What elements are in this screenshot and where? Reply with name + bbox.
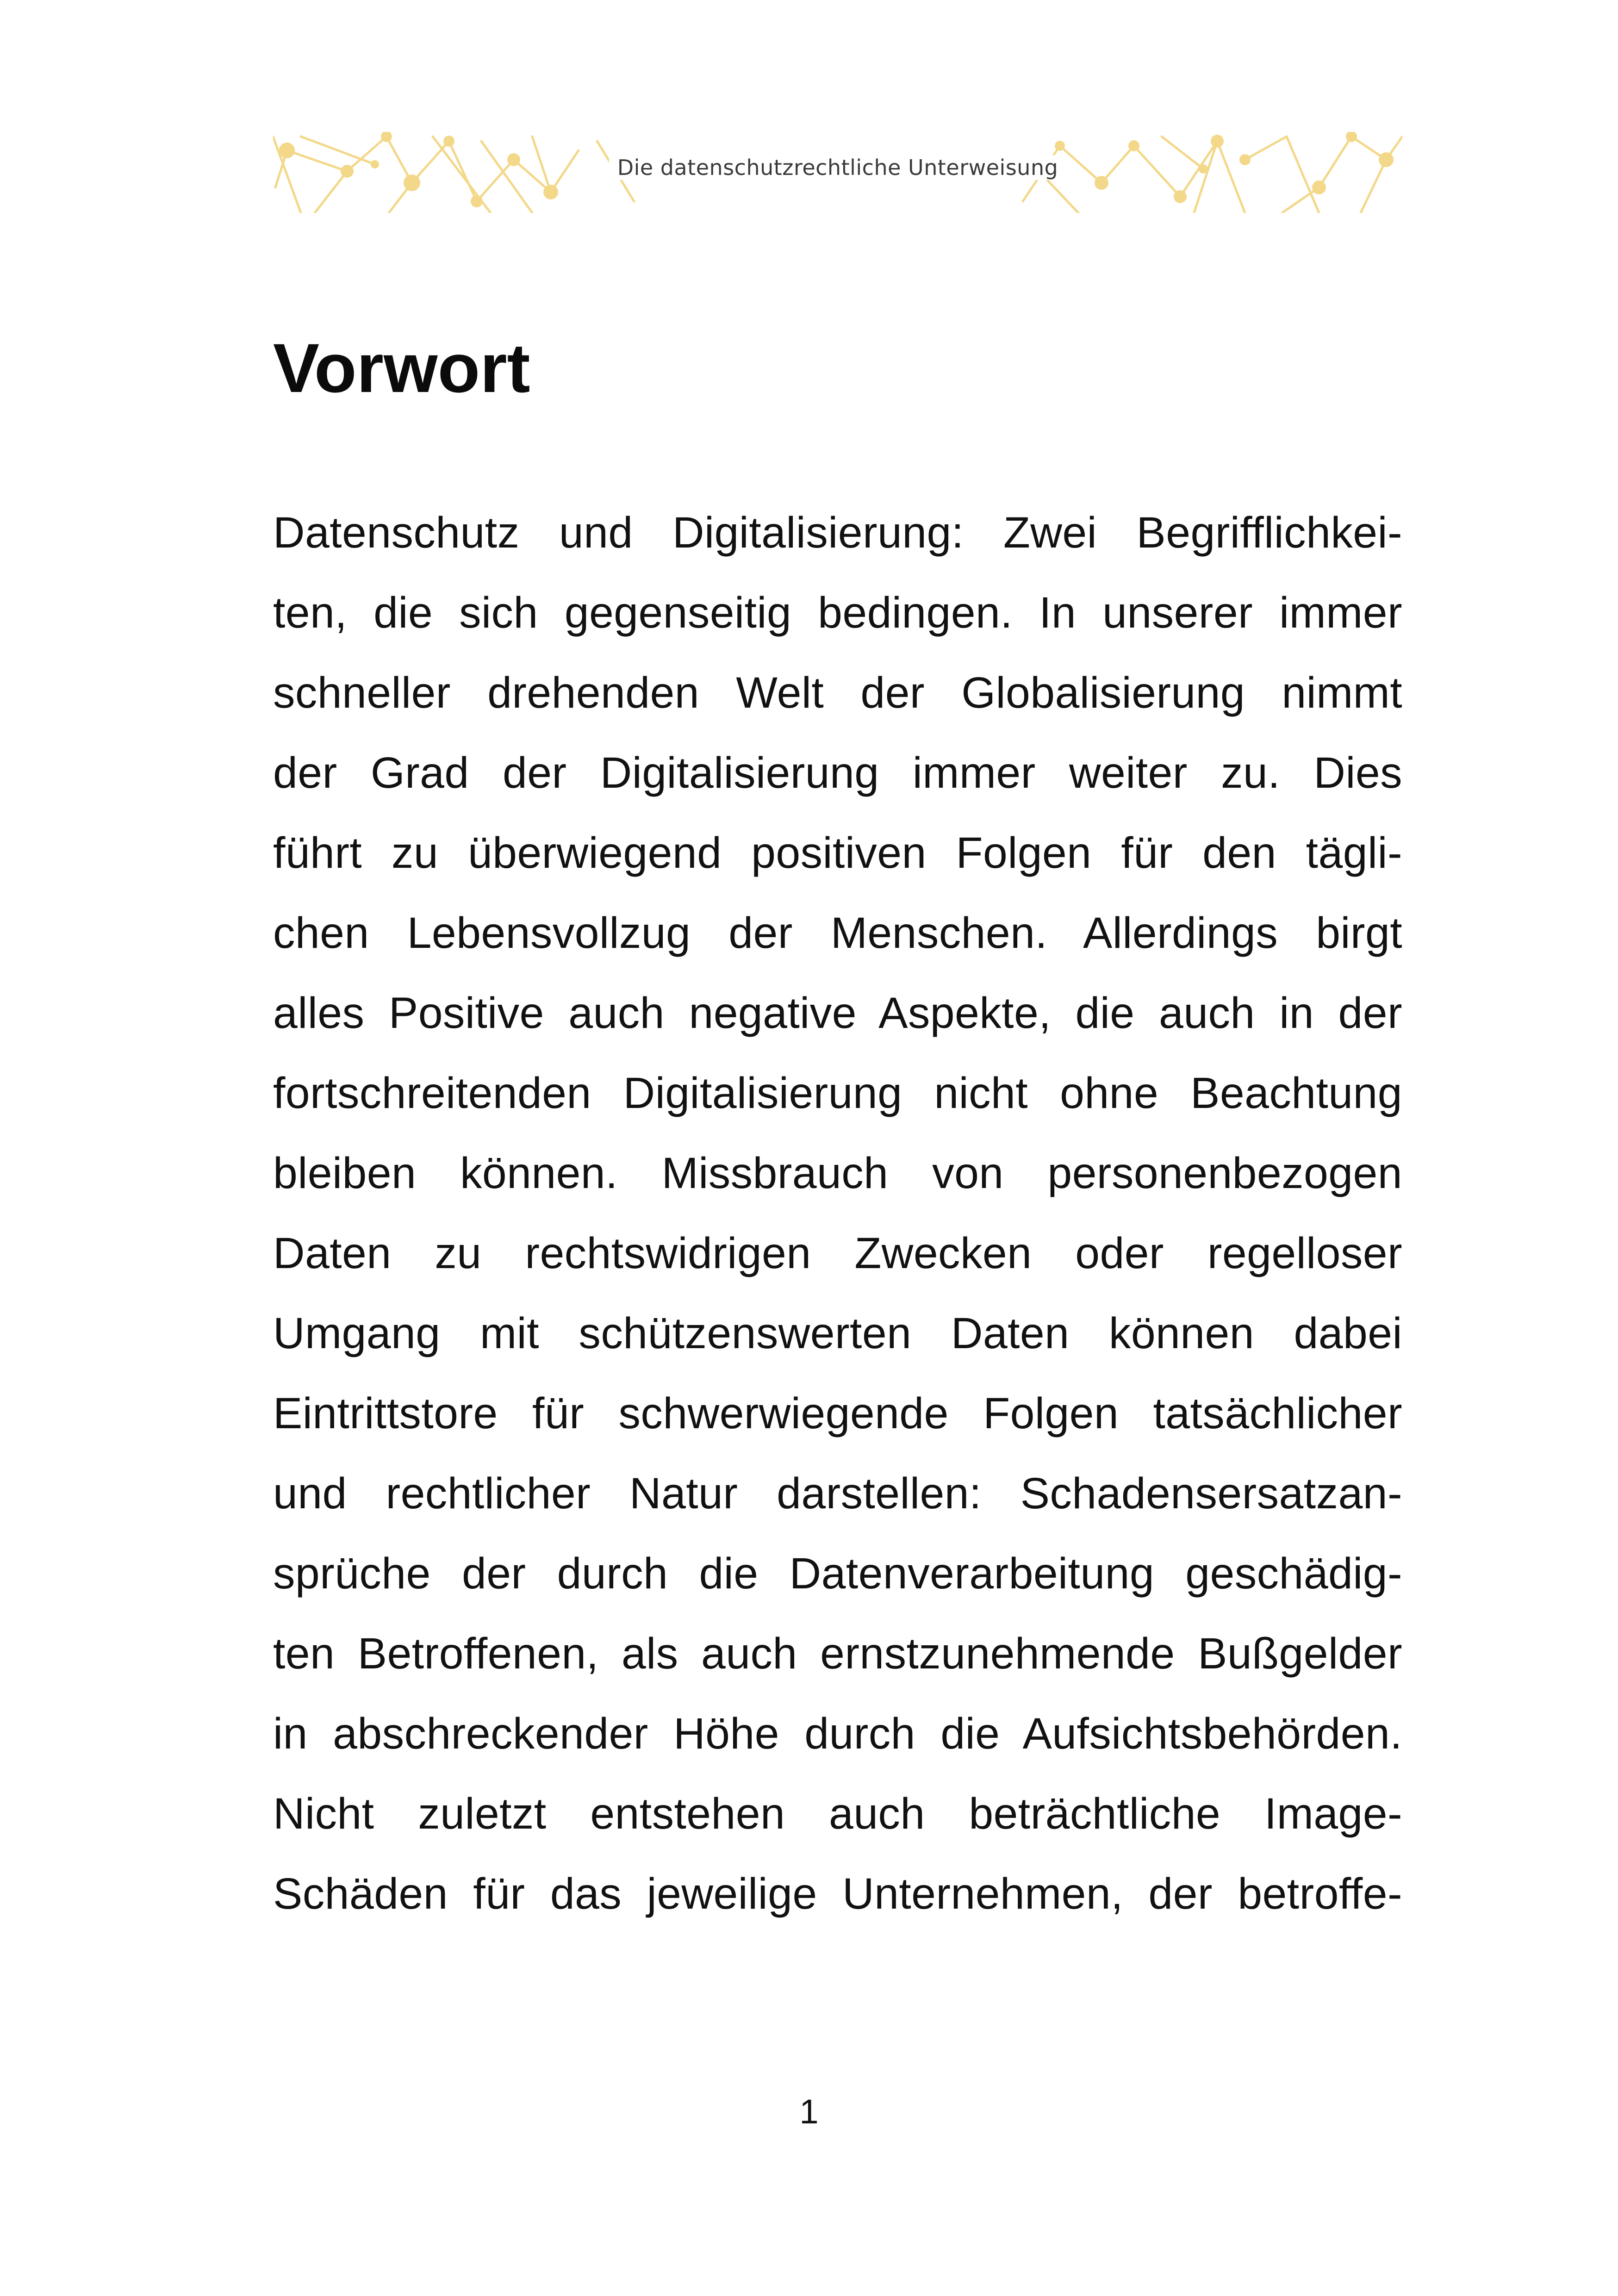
body-paragraph (273, 493, 1402, 1934)
running-title-text: Die datenschutzrechtliche Unterweisung (609, 155, 1067, 180)
text-line: führt zu überwiegend positiven Folgen für den tägli- (273, 828, 1402, 877)
text-line: Schäden für das jeweilige Unternehmen, der betroffe- (273, 1869, 1402, 1918)
text-line: Umgang mit schützenswerten Daten können dabei (273, 1309, 1402, 1358)
text-line: schneller drehenden Welt der Globalisierung nimmt (273, 668, 1402, 717)
text-line: Nicht zuletzt entstehen auch beträchtliche Image- (273, 1789, 1402, 1838)
text-line: und rechtlicher Natur darstellen: Schadensersatzan- (273, 1469, 1402, 1518)
text-line: Eintrittstore für schwerwiegende Folgen tatsächlicher (273, 1389, 1402, 1438)
text-line: ten, die sich gegenseitig bedingen. In unserer immer (273, 588, 1402, 637)
text-line: fortschreitenden Digitalisierung nicht ohne Beachtung (273, 1069, 1402, 1118)
text-line: ten Betroffenen, als auch ernstzunehmende Bußgelder (273, 1629, 1402, 1678)
text-line: in abschreckender Höhe durch die Aufsichtsbehörden. (273, 1709, 1402, 1758)
text-line: Datenschutz und Digitalisierung: Zwei Begrifflichkei- (273, 508, 1402, 557)
text-line: der Grad der Digitalisierung immer weiter zu. Dies (273, 748, 1402, 797)
text-line: alles Positive auch negative Aspekte, die auch in der (273, 989, 1402, 1038)
text-line: bleiben können. Missbrauch von personenbezogen (273, 1149, 1402, 1198)
running-title (273, 155, 1402, 180)
page-number: 1 (799, 2092, 819, 2131)
text-line: Daten zu rechtswidrigen Zwecken oder regelloser (273, 1229, 1402, 1278)
running-header (273, 132, 1402, 213)
text-line: chen Lebensvollzug der Menschen. Allerdings birgt (273, 908, 1402, 958)
text-line: sprüche der durch die Datenverarbeitung geschädig- (273, 1549, 1402, 1598)
chapter-title: Vorwort (273, 329, 530, 407)
